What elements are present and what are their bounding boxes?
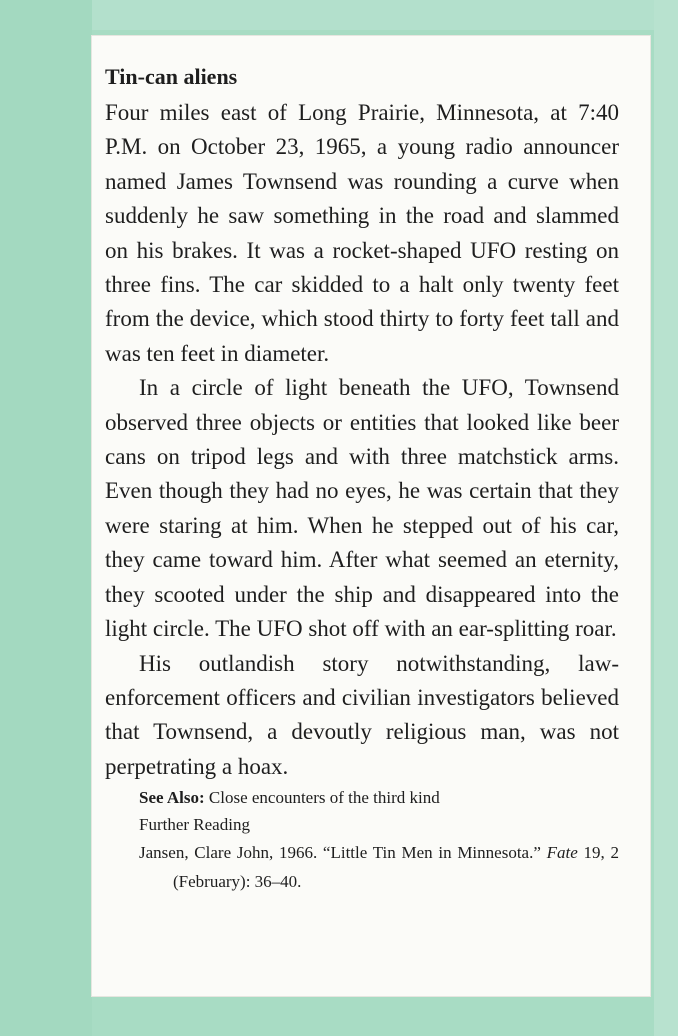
further-reading-label: Further Reading	[139, 815, 250, 835]
reference-entry	[139, 838, 619, 896]
see-also-label: See Also:	[139, 788, 205, 808]
paper-clipping	[92, 36, 650, 996]
reference-journal: Fate	[546, 843, 578, 863]
paragraph-2: In a circle of light beneath the UFO, Townsend observed three objects or entities that looked like beer cans on tripod legs and with three matchstick arms. Even though they had no eyes, he was certain that they were staring at him. When he stepped out of his car, they came toward him. After what seemed an eternity, they scooted under the ship and disappeared into the light circle. The UFO shot off with an ear-splitting roar.	[105, 375, 619, 642]
background-patch	[0, 0, 678, 30]
see-also-text: Close encounters of the third kind	[208, 788, 440, 808]
reference-issue: 19, 2 (February): 36–40.	[173, 843, 619, 892]
background-strip-right	[654, 0, 678, 1036]
article-title: Tin-can aliens	[105, 64, 238, 89]
background-strip-left	[0, 0, 92, 1036]
see-also	[139, 784, 619, 811]
article	[105, 62, 619, 896]
paragraph-1: Four miles east of Long Prairie, Minnesota, at 7:40 P.M. on October 23, 1965, a young radio announcer named James Townsend was rounding a curve when suddenly he saw something in the road and slammed on his brakes. It was a rocket-shaped UFO resting on three fins. The car skidded to a halt only twenty feet from the device, which stood thirty to forty feet tall and was ten feet in diameter.	[105, 100, 619, 366]
reference-author-title: Jansen, Clare John, 1966. “Little Tin Men in Minnesota.”	[139, 843, 541, 863]
paragraph-3: His outlandish story notwithstanding, law-enforcement officers and civilian investigators believed that Townsend, a devoutly religious man, was not perpetrating a hoax.	[105, 650, 619, 779]
